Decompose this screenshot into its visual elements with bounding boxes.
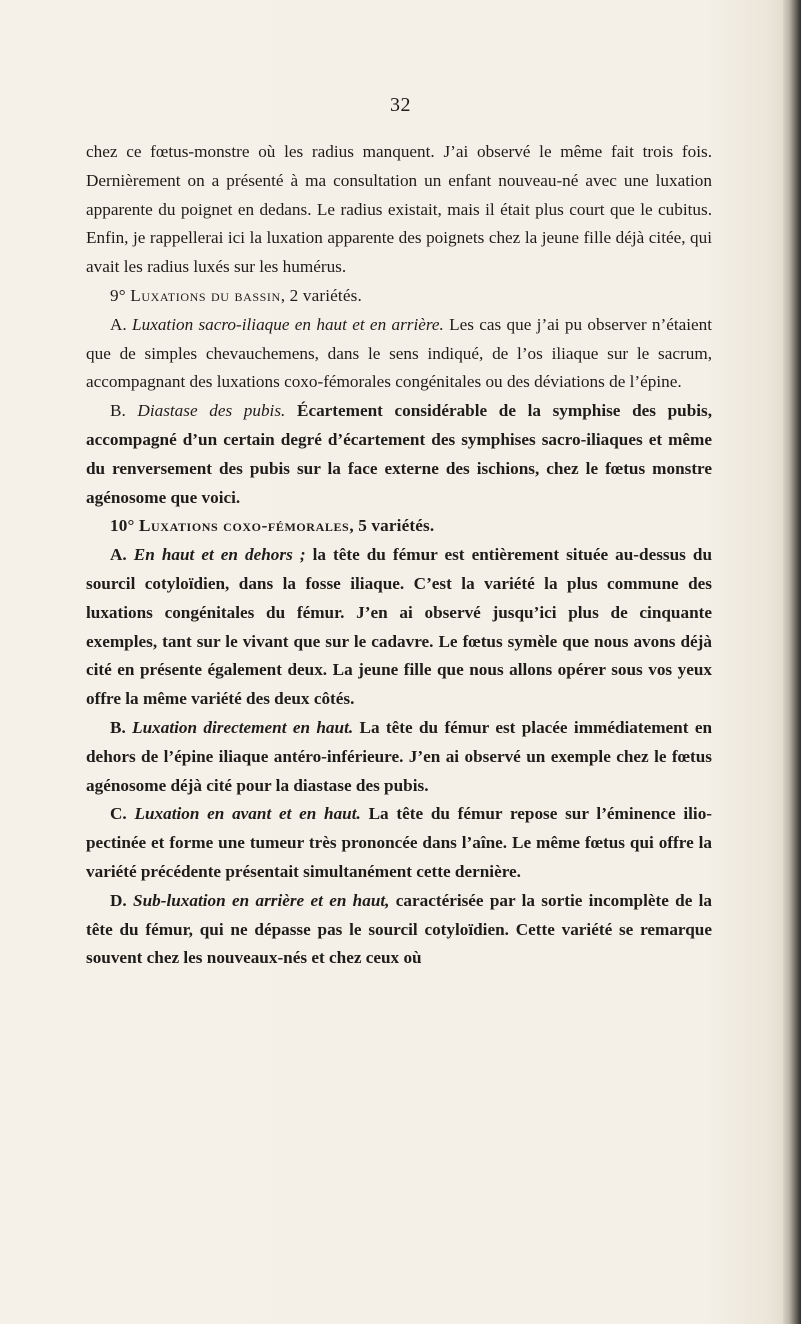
item-text: Les cas que j’ai pu observer n’étaient que de simples chevauchemens, dans le sens indiqué, de l’os iliaque sur le sacrum, accompagnant des luxations coxo-fémorales congénitales ou des déviations de l’épine.	[86, 314, 713, 392]
section-subtitle: , 2 variétés.	[280, 285, 362, 305]
section-number: 10°	[110, 516, 135, 536]
item-letter: A.	[110, 545, 127, 565]
body-text	[86, 138, 712, 973]
section-heading-9	[86, 282, 712, 311]
section-number: 9°	[110, 285, 126, 305]
item-title: Luxation directement en haut.	[132, 717, 354, 737]
paragraph-1: chez ce fœtus-monstre où les radius manquent. J’ai observé le même fait trois fois. Dernièrement on a présenté à ma consultation un enfant nouveau-né avec une luxation apparente du poignet en dedans. Le radius existait, mais il était plus court que le cubitus. Enfin, je rappellerai ici la luxation apparente des poignets chez la jeune fille déjà citée, qui avait les radius luxés sur les humérus.	[86, 142, 712, 277]
item-letter: C.	[110, 804, 127, 824]
paragraph-9a	[86, 311, 712, 397]
paragraph-10b	[86, 714, 712, 800]
page-edge-shadow	[783, 0, 801, 1324]
item-text: La tête du fémur est placée immédiatement en dehors de l’épine iliaque antéro-inférieure. J’en ai observé un exemple chez le fœtus agénosome déjà cité pour la diastase des pubis.	[86, 717, 713, 795]
item-letter: D.	[110, 890, 127, 910]
section-heading-10	[86, 512, 712, 541]
page-number: 32	[390, 94, 411, 116]
paragraph-10a	[86, 541, 712, 714]
section-title: Luxations du bassin	[130, 285, 281, 305]
item-text: Écartement considérable de la symphise des pubis, accompagné d’un certain degré d’écartement des symphises sacro-iliaques et même du renversement des pubis sur la face externe des ischions, chez le fœtus monstre agénosome que voici.	[86, 401, 713, 507]
item-text: caractérisée par la sortie incomplète de la tête du fémur, qui ne dépasse pas le sourcil cotyloïdien. Cette variété se remarque souvent chez les nouveaux-nés et chez ceux où	[86, 890, 713, 968]
section-subtitle: , 5 variétés.	[349, 516, 435, 536]
item-letter: B.	[110, 717, 126, 737]
item-text: la tête du fémur est entièrement située au-dessus du sourcil cotyloïdien, dans la fosse iliaque. C’est la variété la plus commune des luxations congénitales du fémur. J’en ai observé jusqu’ici plus de cinquante exemples, tant sur le vivant que sur le cadavre. Le fœtus symèle que nous avons déjà cité en présente également deux. La jeune fille que nous allons opérer sous vos yeux offre la même variété des deux côtés.	[86, 545, 712, 709]
item-text: La tête du fémur repose sur l’éminence ilio-pectinée et forme une tumeur très prononcée dans l’aîne. Le même fœtus qui offre la variété précédente présentait simultanément cette dernière.	[86, 804, 713, 881]
paragraph-10c	[86, 800, 712, 886]
item-title: Luxation en avant et en haut.	[134, 804, 361, 824]
item-letter: B.	[110, 401, 126, 421]
item-title: Luxation sacro-iliaque en haut et en arrière.	[132, 314, 444, 334]
item-title: Sub-luxation en arrière et en haut,	[133, 890, 390, 910]
item-letter: A.	[110, 314, 127, 334]
item-title: Diastase des pubis.	[137, 401, 286, 421]
paragraph-9b	[86, 397, 712, 512]
section-title: Luxations coxo-fémorales	[138, 516, 350, 536]
paragraph-10d	[86, 887, 712, 973]
item-title: En haut et en dehors ;	[133, 545, 306, 565]
